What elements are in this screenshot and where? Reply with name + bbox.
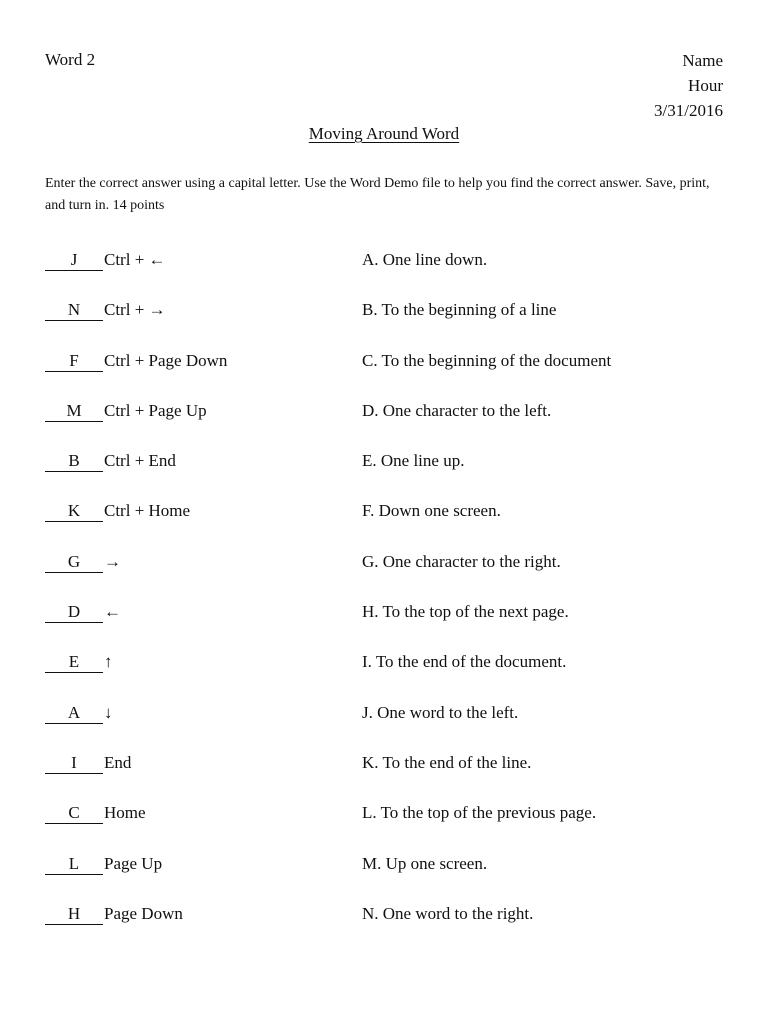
shortcut-key: Ctrl + ← xyxy=(104,250,166,269)
choice-item: A. One line down. xyxy=(362,250,488,269)
shortcut-key: Page Up xyxy=(104,853,163,873)
shortcut-key: ↑ xyxy=(104,652,113,672)
shortcut-key: ← xyxy=(104,602,121,622)
choice-item: M. Up one screen. xyxy=(362,853,488,873)
answer-blank: B xyxy=(45,451,103,472)
answer-blank: C xyxy=(45,803,103,824)
choice-item: I. To the end of the document. xyxy=(362,652,567,672)
answer-blank: H xyxy=(45,904,103,925)
answer-blank: J xyxy=(45,250,103,271)
shortcut-key: Page Down xyxy=(104,903,183,923)
shortcut-key: End xyxy=(104,752,132,772)
question-item xyxy=(45,649,113,675)
choice-item: K. To the end of the line. xyxy=(362,752,532,772)
page-title-text: Moving Around Word xyxy=(308,124,460,143)
answer-blank: F xyxy=(45,351,103,372)
date-label: 3/31/2016 xyxy=(654,101,723,120)
matching-row xyxy=(45,901,725,951)
matching-row xyxy=(45,750,725,800)
shortcut-key: Ctrl + Page Up xyxy=(104,400,207,420)
shortcut-key: Ctrl + End xyxy=(104,451,176,471)
choice-item: D. One character to the left. xyxy=(362,400,552,420)
question-item xyxy=(45,398,207,424)
matching-row xyxy=(45,398,725,448)
question-item xyxy=(45,800,146,826)
choice-item: E. One line up. xyxy=(362,451,465,471)
question-item xyxy=(45,297,166,323)
name-label: Name xyxy=(682,51,723,70)
answer-blank: I xyxy=(45,753,103,774)
matching-row xyxy=(45,247,725,297)
choice-item: B. To the beginning of a line xyxy=(362,300,557,320)
hour-label: Hour xyxy=(688,76,723,95)
shortcut-key: ↓ xyxy=(104,702,113,722)
question-item xyxy=(45,851,162,877)
choice-item: C. To the beginning of the document xyxy=(362,350,612,370)
matching-row xyxy=(45,851,725,901)
choice-item: H. To the top of the next page. xyxy=(362,602,569,622)
shortcut-key: Ctrl + → xyxy=(104,300,166,320)
shortcut-key: → xyxy=(104,551,121,571)
page-title xyxy=(0,122,768,146)
matching-row xyxy=(45,297,725,347)
question-item xyxy=(45,750,131,776)
matching-row xyxy=(45,448,725,498)
course-name: Word 2 xyxy=(45,50,96,69)
answer-blank: A xyxy=(45,703,103,724)
matching-row xyxy=(45,498,725,548)
answer-blank: K xyxy=(45,501,103,522)
choice-item: L. To the top of the previous page. xyxy=(362,803,597,823)
question-item xyxy=(45,448,176,474)
question-item xyxy=(45,247,166,273)
matching-row xyxy=(45,549,725,599)
answer-blank: D xyxy=(45,602,103,623)
question-item xyxy=(45,348,227,374)
matching-row xyxy=(45,599,725,649)
matching-row xyxy=(45,800,725,850)
shortcut-key: Ctrl + Home xyxy=(104,501,191,521)
answer-blank: N xyxy=(45,300,103,321)
matching-row xyxy=(45,649,725,699)
choice-item: G. One character to the right. xyxy=(362,551,561,571)
question-item xyxy=(45,498,190,524)
header-info xyxy=(654,48,723,123)
choice-item: F. Down one screen. xyxy=(362,501,501,521)
answer-blank: G xyxy=(45,552,103,573)
answer-blank: M xyxy=(45,401,103,422)
choice-item: N. One word to the right. xyxy=(362,903,534,923)
matching-list xyxy=(45,247,725,951)
question-item xyxy=(45,901,183,927)
question-item xyxy=(45,549,121,575)
question-item xyxy=(45,599,121,625)
instructions: Enter the correct answer using a capital letter. Use the Word Demo file to help you find the correct answer. Save, print, and turn in. 14 points xyxy=(45,176,710,213)
shortcut-key: Ctrl + Page Down xyxy=(104,350,228,370)
matching-row xyxy=(45,700,725,750)
answer-blank: L xyxy=(45,854,103,875)
answer-blank: E xyxy=(45,652,103,673)
question-item xyxy=(45,700,113,726)
matching-row xyxy=(45,348,725,398)
shortcut-key: Home xyxy=(104,803,146,823)
choice-item: J. One word to the left. xyxy=(362,702,519,722)
